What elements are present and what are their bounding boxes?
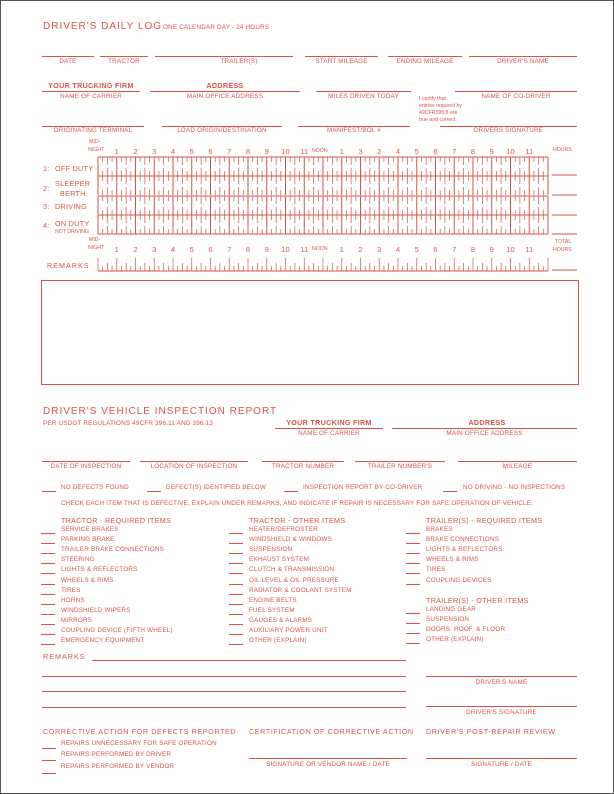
repairs-driver-checkbox[interactable] bbox=[42, 760, 56, 761]
insp-name-of-carrier: NAME OF CARRIER bbox=[298, 430, 360, 437]
date-of-inspection-label: DATE OF INSPECTION bbox=[50, 463, 122, 470]
tractor-required-item-label: LIGHTS & REFLECTORS bbox=[61, 566, 138, 574]
trailer-required-item-label: BRAKE CONNECTIONS bbox=[426, 536, 500, 544]
trailer-other-item-checkbox[interactable] bbox=[406, 623, 420, 624]
trailer-other-item-label: LANDING GEAR bbox=[426, 606, 476, 613]
no-driving-checkbox[interactable] bbox=[443, 491, 457, 492]
bottom-hour-5: 5 bbox=[189, 245, 194, 254]
total-hours-label: HOURS bbox=[553, 247, 572, 253]
row-berth-label: BERTH bbox=[60, 189, 86, 198]
top-hour-4: 4 bbox=[170, 147, 176, 156]
tractor-required-item-checkbox[interactable] bbox=[41, 604, 55, 605]
insp-carrier-value: YOUR TRUCKING FIRM bbox=[286, 418, 372, 427]
tractor-other-item-label: WINDSHIELD & WINDOWS bbox=[249, 536, 333, 544]
codriver-report-checkbox[interactable] bbox=[284, 491, 298, 492]
bottom-hour-8: 8 bbox=[245, 245, 251, 254]
tractor-required-item-label: EMERGENCY EQUIPMENT bbox=[61, 637, 145, 645]
insp-remarks-line-4[interactable] bbox=[42, 707, 406, 708]
top-hour-2: 2 bbox=[377, 147, 382, 156]
trailer-required-item-label: LIGHTS & REFLECTORS bbox=[426, 546, 503, 554]
tractor-required-item-checkbox[interactable] bbox=[41, 573, 55, 574]
top-hour-8: 8 bbox=[245, 147, 251, 156]
bottom-hour-7: 7 bbox=[452, 245, 457, 254]
tractor-other-item-checkbox[interactable] bbox=[229, 563, 243, 564]
tractor-required-item-checkbox[interactable] bbox=[41, 594, 55, 595]
tractor-other-item-checkbox[interactable] bbox=[229, 644, 243, 645]
tractor-other-item-checkbox[interactable] bbox=[229, 604, 243, 605]
tractor-required-item-checkbox[interactable] bbox=[41, 563, 55, 564]
tractor-other-item-label: GAUGES & ALARMS bbox=[249, 616, 313, 624]
col2-title: TRACTOR - OTHER ITEMS bbox=[249, 516, 346, 525]
noon-bottom-label: NOON bbox=[312, 246, 328, 252]
row-off-duty-label: OFF DUTY bbox=[55, 164, 94, 173]
tractor-required-item-checkbox[interactable] bbox=[41, 614, 55, 615]
bottom-hour-11: 11 bbox=[300, 245, 309, 254]
repairs-unnecessary-checkbox[interactable] bbox=[42, 748, 56, 749]
trailer-required-item-checkbox[interactable] bbox=[406, 584, 420, 585]
top-hour-11: 11 bbox=[300, 147, 309, 156]
insp-drivers-signature-line[interactable] bbox=[426, 706, 577, 707]
load-origin-label: LOAD ORIGIN/DESTINATION bbox=[177, 127, 267, 134]
top-hour-2: 2 bbox=[133, 147, 138, 156]
top-hour-7: 7 bbox=[452, 147, 457, 156]
tractor-other-item-checkbox[interactable] bbox=[229, 584, 243, 585]
top-hour-7: 7 bbox=[227, 147, 232, 156]
no-driving-label: NO DRIVING - NO INSPECTIONS bbox=[463, 484, 566, 491]
insp-remarks-line-3[interactable] bbox=[42, 691, 406, 692]
top-hour-9: 9 bbox=[264, 147, 269, 156]
manifest-label: MANIFEST/BOL # bbox=[326, 127, 381, 134]
bottom-hour-9: 9 bbox=[264, 245, 269, 254]
top-hour-1: 1 bbox=[114, 147, 119, 156]
top-hour-3: 3 bbox=[358, 147, 363, 156]
codriver-report-label: INSPECTION REPORT BY CO-DRIVER bbox=[303, 484, 423, 491]
tractor-other-item-checkbox[interactable] bbox=[229, 624, 243, 625]
location-of-inspection-line[interactable] bbox=[140, 461, 248, 462]
tractor-required-item-label: HORNS bbox=[61, 596, 85, 604]
midnight-top-label-2: NIGHT bbox=[88, 147, 105, 153]
tractor-required-item-checkbox[interactable] bbox=[41, 634, 55, 635]
top-hour-11: 11 bbox=[525, 147, 534, 156]
certification-signature-line[interactable] bbox=[249, 758, 407, 759]
date-of-inspection-line[interactable] bbox=[42, 461, 130, 462]
top-hour-10: 10 bbox=[281, 147, 290, 156]
trailer-other-item-checkbox[interactable] bbox=[406, 613, 420, 614]
tractor-other-item-label: EXHAUST SYSTEM bbox=[249, 556, 310, 564]
trailer-numbers-label: TRAILER NUMBER'S bbox=[367, 463, 433, 470]
trailer-numbers-line[interactable] bbox=[355, 461, 445, 462]
tractor-other-item-checkbox[interactable] bbox=[229, 594, 243, 595]
insp-remarks-label: REMARKS bbox=[43, 652, 86, 661]
codriver-label: NAME OF CO-DRIVER bbox=[481, 93, 551, 100]
bottom-hour-6: 6 bbox=[433, 245, 438, 254]
insp-remarks-line-2[interactable] bbox=[42, 676, 406, 677]
tractor-required-item-checkbox[interactable] bbox=[41, 644, 55, 645]
insp-address-line bbox=[392, 428, 577, 429]
inspection-subtitle: PER USDOT REGULATIONS 49CFR 396.11 AND 396.13 bbox=[43, 420, 213, 427]
tractor-other-item-label: HEATER/DEFROSTER bbox=[249, 526, 318, 533]
tractor-required-item-label: COUPLING DEVICE (FIFTH WHEEL) bbox=[61, 627, 173, 634]
trailer-other-item-checkbox[interactable] bbox=[406, 633, 420, 634]
top-hour-8: 8 bbox=[470, 147, 476, 156]
row-not-driving-label: NOT DRIVING bbox=[55, 229, 89, 235]
col1-title: TRACTOR - REQUIRED ITEMS bbox=[61, 516, 172, 525]
repairs-unnecessary-label: REPAIRS UNNECESSARY FOR SAFE OPERATION bbox=[61, 740, 217, 747]
bottom-hour-8: 8 bbox=[470, 245, 476, 254]
trailer-required-item-checkbox[interactable] bbox=[406, 533, 420, 534]
no-defects-checkbox[interactable] bbox=[42, 491, 56, 492]
bottom-hour-9: 9 bbox=[489, 245, 494, 254]
log-title: DRIVER'S DAILY LOG bbox=[43, 21, 163, 32]
certification-signature-label: SIGNATURE OR VENDOR NAME / DATE bbox=[266, 761, 390, 768]
tractor-label: TRACTOR bbox=[108, 58, 140, 65]
tractor-required-item-label: WINDSHIELD WIPERS bbox=[61, 606, 131, 614]
top-hour-5: 5 bbox=[189, 147, 194, 156]
tractor-required-item-label: WHEELS & RIMS bbox=[61, 576, 114, 584]
mileage-label: MILEAGE bbox=[502, 463, 533, 470]
bottom-hour-11: 11 bbox=[525, 245, 534, 254]
bottom-hour-3: 3 bbox=[377, 245, 382, 254]
post-repair-signature-label: SIGNATURE / DATE bbox=[470, 761, 533, 768]
certify-line-2: entries required by bbox=[419, 103, 462, 109]
trailer-required-item-label: WHEELS & RIMS bbox=[426, 556, 479, 564]
tractor-required-item-label: TIRES bbox=[61, 586, 81, 594]
bottom-hour-4: 4 bbox=[170, 245, 176, 254]
midnight-bottom-label-1: MID- bbox=[89, 237, 101, 243]
trailer-other-item-label: DOORS, ROOF, & FLOOR bbox=[426, 626, 506, 634]
row-4-num: 4: bbox=[43, 221, 50, 230]
top-hour-9: 9 bbox=[489, 147, 494, 156]
bottom-hour-2: 2 bbox=[133, 245, 138, 254]
ending-mileage-label: ENDING MILEAGE bbox=[396, 58, 454, 65]
certify-line-4: true and correct. bbox=[419, 117, 457, 123]
certify-line-1: I certify that bbox=[419, 96, 446, 102]
top-hour-3: 3 bbox=[152, 147, 157, 156]
location-of-inspection-label: LOCATION OF INSPECTION bbox=[150, 463, 238, 470]
tractor-required-item-checkbox[interactable] bbox=[41, 543, 55, 544]
tractor-other-item-checkbox[interactable] bbox=[229, 553, 243, 554]
col4-title: TRAILER(S) - OTHER ITEMS bbox=[426, 596, 529, 605]
grid-remarks-label: REMARKS bbox=[47, 261, 90, 270]
insp-drivers-signature-label: DRIVER'S SIGNATURE bbox=[466, 709, 537, 716]
date-label: DATE bbox=[59, 58, 77, 65]
tractor-other-item-checkbox[interactable] bbox=[229, 543, 243, 544]
name-of-carrier-label: NAME OF CARRIER bbox=[60, 93, 122, 100]
repairs-vendor-checkbox[interactable] bbox=[42, 773, 56, 774]
insp-drivers-name-label: DRIVER'S NAME bbox=[475, 679, 528, 686]
midnight-top-label-1: MID- bbox=[89, 139, 101, 145]
row-on-duty-label: ON DUTY bbox=[55, 219, 90, 228]
total-label: TOTAL bbox=[555, 239, 572, 245]
no-defects-label: NO DEFECTS FOUND bbox=[61, 484, 129, 491]
insp-address-value: ADDRESS bbox=[468, 418, 506, 427]
trailers-label: TRAILER(S) bbox=[220, 58, 258, 65]
tractor-other-item-label: FUEL SYSTEM bbox=[249, 606, 295, 614]
tractor-other-item-checkbox[interactable] bbox=[229, 573, 243, 574]
trailer-required-item-checkbox[interactable] bbox=[406, 553, 420, 554]
tractor-number-line[interactable] bbox=[262, 461, 344, 462]
remarks-box[interactable] bbox=[41, 280, 579, 385]
tractor-other-item-label: SUSPENSION bbox=[249, 546, 293, 554]
tractor-other-item-label: OTHER (EXPLAIN) bbox=[249, 637, 307, 645]
inspection-title: DRIVER'S VEHICLE INSPECTION REPORT bbox=[43, 406, 278, 417]
bottom-hour-1: 1 bbox=[114, 245, 119, 254]
tractor-other-item-label: CLUTCH & TRANSMISSION bbox=[249, 566, 335, 574]
bottom-hour-7: 7 bbox=[227, 245, 232, 254]
log-subtitle: ONE CALENDAR DAY - 24 HOURS bbox=[163, 24, 270, 31]
tractor-required-item-label: MIRRORS bbox=[61, 616, 93, 624]
certify-line-3: 49CFR395.8 are bbox=[419, 110, 458, 116]
tractor-required-item-label: TRAILER BRAKE CONNECTIONS bbox=[61, 546, 164, 554]
row-1-num: 1: bbox=[43, 164, 50, 173]
post-repair-title: DRIVER'S POST-REPAIR REVIEW bbox=[426, 727, 556, 736]
start-mileage-label: START MILEAGE bbox=[315, 58, 368, 65]
tractor-other-item-label: AUXILIARY POWER UNIT bbox=[249, 627, 328, 634]
tractor-other-item-label: OIL LEVEL & OIL PRESSURE bbox=[249, 576, 339, 584]
trailer-required-item-label: BRAKES bbox=[426, 526, 453, 533]
insp-main-office-address: MAIN OFFICE ADDRESS bbox=[446, 430, 523, 437]
trailer-other-item-label: OTHER (EXPLAIN) bbox=[426, 636, 484, 644]
tractor-other-item-label: ENGINE BELTS bbox=[249, 596, 297, 604]
corrective-title: CORRECTIVE ACTION FOR DEFECTS REPORTED bbox=[43, 727, 237, 736]
row-driving-label: DRIVING bbox=[55, 202, 88, 211]
bottom-hour-10: 10 bbox=[281, 245, 290, 254]
tractor-required-item-checkbox[interactable] bbox=[41, 553, 55, 554]
trailer-required-item-checkbox[interactable] bbox=[406, 543, 420, 544]
top-hour-6: 6 bbox=[433, 147, 438, 156]
defects-identified-checkbox[interactable] bbox=[147, 491, 161, 492]
drivers-name-label: DRIVER'S NAME bbox=[497, 58, 549, 65]
bottom-hour-2: 2 bbox=[358, 245, 363, 254]
top-hour-10: 10 bbox=[506, 147, 515, 156]
midnight-bottom-label-2: NIGHT bbox=[88, 245, 105, 251]
main-office-address-label: MAIN OFFICE ADDRESS bbox=[186, 93, 264, 100]
top-hour-5: 5 bbox=[414, 147, 419, 156]
address-value: ADDRESS bbox=[206, 81, 244, 90]
tractor-other-item-label: RADIATOR & COOLANT SYSTEM bbox=[249, 586, 352, 594]
drivers-signature-label: DRIVERS SIGNATURE bbox=[473, 127, 544, 134]
post-repair-signature-line[interactable] bbox=[426, 758, 577, 759]
bottom-hour-4: 4 bbox=[395, 245, 401, 254]
repairs-driver-label: REPAIRS PERFORMED BY DRIVER bbox=[61, 751, 172, 758]
tractor-required-item-checkbox[interactable] bbox=[41, 584, 55, 585]
row-3-num: 3: bbox=[43, 202, 50, 211]
tractor-other-item-checkbox[interactable] bbox=[229, 634, 243, 635]
tractor-required-item-label: PARKING BRAKE bbox=[61, 536, 115, 544]
insp-remarks-line-1[interactable] bbox=[92, 660, 406, 661]
bottom-hour-1: 1 bbox=[339, 245, 344, 254]
row-2-num: 2: bbox=[43, 184, 50, 193]
tractor-number-label: TRACTOR NUMBER bbox=[271, 463, 335, 470]
insp-carrier-line bbox=[275, 428, 383, 429]
bottom-hour-10: 10 bbox=[506, 245, 515, 254]
row-sleeper-label: SLEEPER bbox=[55, 179, 91, 188]
certification-title: CERTIFICATION OF CORRECTIVE ACTION bbox=[249, 727, 414, 736]
hours-label: HOURS bbox=[553, 147, 572, 153]
carrier-name-value: YOUR TRUCKING FIRM bbox=[48, 81, 134, 90]
trailer-required-item-checkbox[interactable] bbox=[406, 573, 420, 574]
trailer-required-item-label: TIRES bbox=[426, 566, 446, 574]
insp-drivers-name-line[interactable] bbox=[426, 676, 577, 677]
tractor-required-item-checkbox[interactable] bbox=[41, 624, 55, 625]
noon-top-label: NOON bbox=[312, 148, 328, 154]
tractor-required-item-label: SERVICE BRAKES bbox=[61, 526, 119, 533]
tractor-required-item-checkbox[interactable] bbox=[41, 533, 55, 534]
miles-driven-label: MILES DRIVEN TODAY bbox=[328, 93, 399, 100]
bottom-hour-5: 5 bbox=[414, 245, 419, 254]
trailer-other-item-checkbox[interactable] bbox=[406, 643, 420, 644]
bottom-hour-6: 6 bbox=[208, 245, 213, 254]
bottom-hour-3: 3 bbox=[152, 245, 157, 254]
tractor-other-item-checkbox[interactable] bbox=[229, 614, 243, 615]
trailer-other-item-label: SUSPENSION bbox=[426, 616, 470, 624]
mileage-line[interactable] bbox=[458, 461, 577, 462]
top-hour-6: 6 bbox=[208, 147, 213, 156]
tractor-other-item-checkbox[interactable] bbox=[229, 533, 243, 534]
top-hour-4: 4 bbox=[395, 147, 401, 156]
defects-identified-label: DEFECT(S) IDENTIFIED BELOW bbox=[166, 484, 267, 491]
top-hour-1: 1 bbox=[339, 147, 344, 156]
repairs-vendor-label: REPAIRS PERFORMED BY VENDOR bbox=[61, 763, 175, 770]
col3-title: TRAILER(S) - REQUIRED ITEMS bbox=[426, 516, 543, 525]
trailer-required-item-label: COUPLING DEVICES bbox=[426, 576, 492, 584]
instructions-text: CHECK EACH ITEM THAT IS DEFECTIVE, EXPLAIN UNDER REMARKS, AND INDICATE IF REPAIR IS NECESSARY FOR SAFE OPERATION OF VEHICLE. bbox=[61, 500, 534, 507]
trailer-required-item-checkbox[interactable] bbox=[406, 563, 420, 564]
originating-terminal-label: ORIGINATING TERMINAL bbox=[53, 127, 133, 134]
tractor-required-item-label: STEERING bbox=[61, 556, 95, 564]
